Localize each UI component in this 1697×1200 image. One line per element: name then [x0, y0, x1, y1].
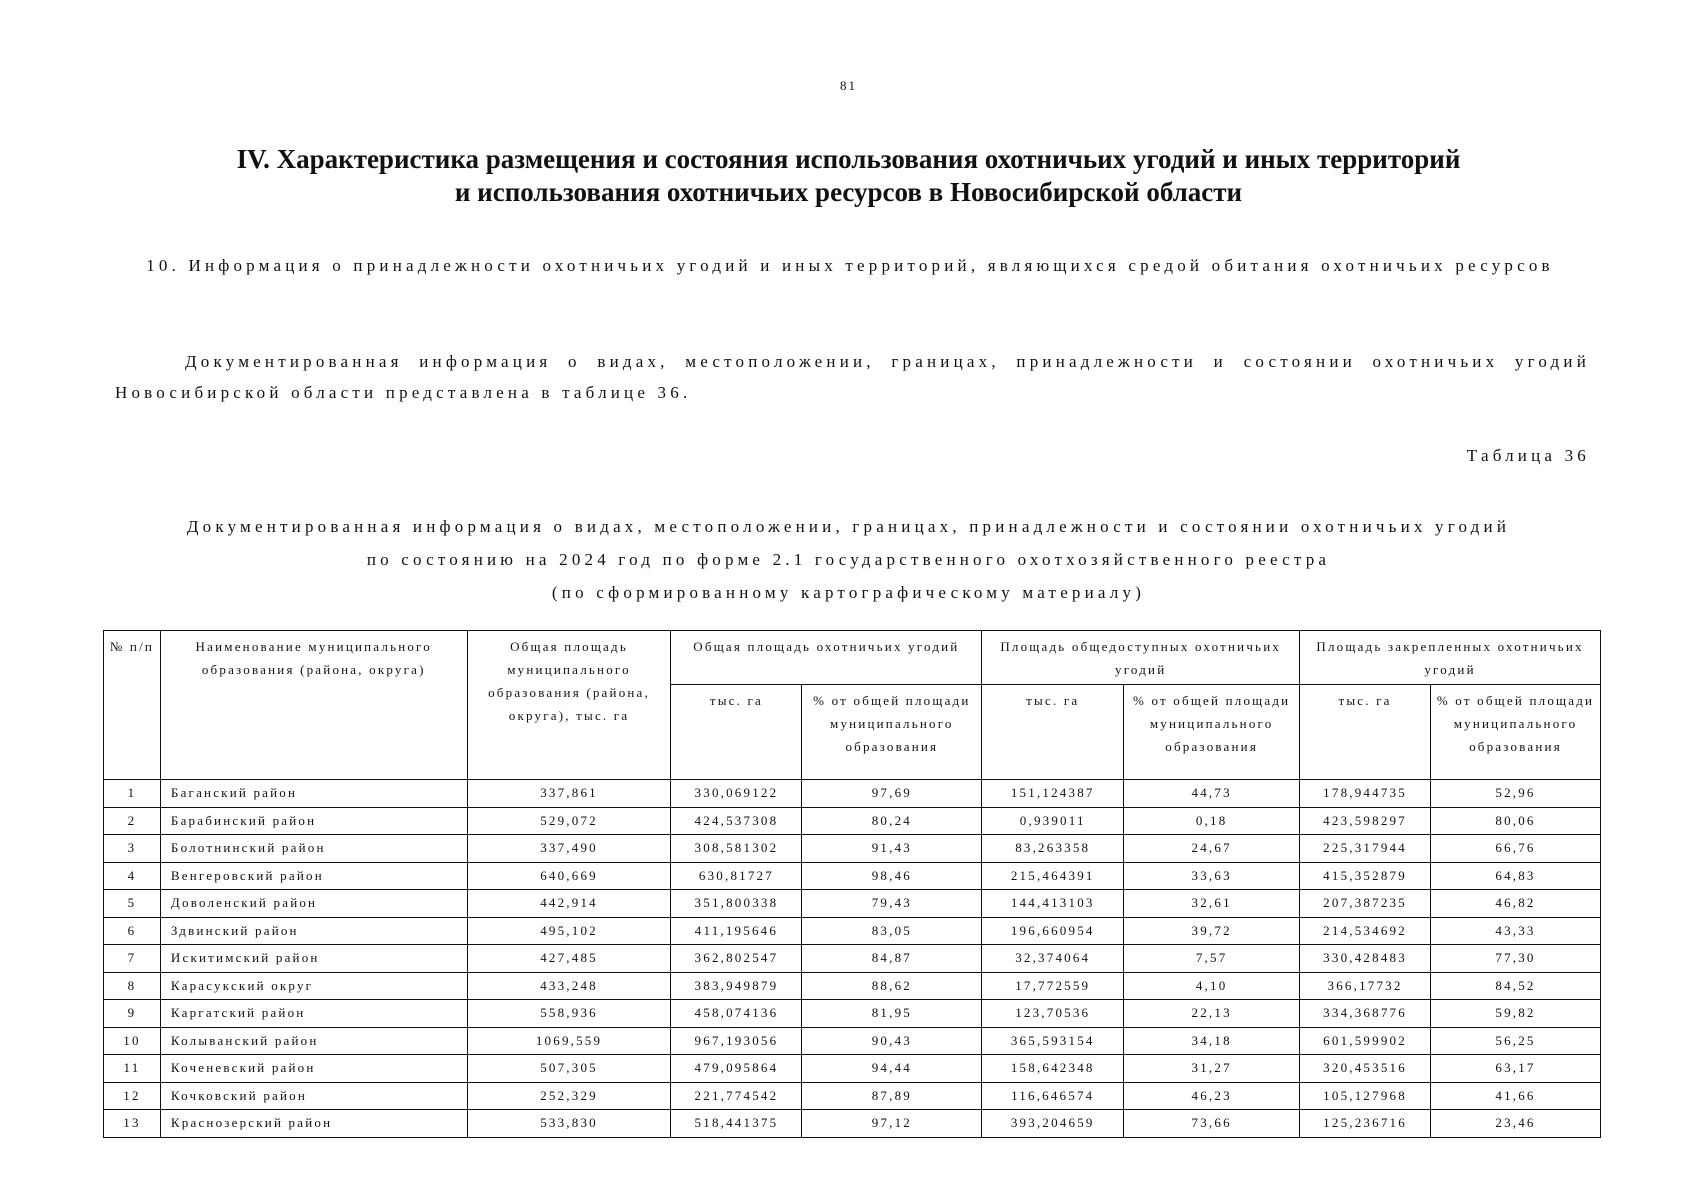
cell-name: Искитимский район — [160, 945, 467, 973]
cell-num: 6 — [104, 917, 161, 945]
cell-name: Каргатский район — [160, 1000, 467, 1028]
cell-public-thousand-ha: 215,464391 — [982, 862, 1124, 890]
page-number: 81 — [840, 78, 857, 93]
cell-assigned-percent: 56,25 — [1431, 1027, 1601, 1055]
cell-public-percent: 7,57 — [1124, 945, 1300, 973]
cell-hunting-thousand-ha: 221,774542 — [671, 1082, 802, 1110]
cell-assigned-thousand-ha: 366,17732 — [1300, 972, 1431, 1000]
table-row — [104, 1110, 1601, 1138]
cell-num: 10 — [104, 1027, 161, 1055]
table-row — [104, 780, 1601, 808]
cell-total-area: 427,485 — [467, 945, 671, 973]
cell-name: Барабинский район — [160, 807, 467, 835]
table-row — [104, 807, 1601, 835]
cell-assigned-percent: 52,96 — [1431, 780, 1601, 808]
cell-total-area: 507,305 — [467, 1055, 671, 1083]
cell-assigned-percent: 77,30 — [1431, 945, 1601, 973]
cell-hunting-percent: 81,95 — [802, 1000, 982, 1028]
cell-hunting-percent: 88,62 — [802, 972, 982, 1000]
cell-public-percent: 22,13 — [1124, 1000, 1300, 1028]
cell-public-thousand-ha: 32,374064 — [982, 945, 1124, 973]
cell-name: Доволенский район — [160, 890, 467, 918]
cell-num: 5 — [104, 890, 161, 918]
cell-hunting-thousand-ha: 383,949879 — [671, 972, 802, 1000]
table-label: Таблица 36 — [1466, 446, 1590, 465]
cell-name: Кочковский район — [160, 1082, 467, 1110]
section-title-line-1: IV. Характеристика размещения и состояния использования охотничьих угодий и иных территорий — [236, 144, 1461, 174]
cell-hunting-thousand-ha: 479,095864 — [671, 1055, 802, 1083]
cell-assigned-thousand-ha: 207,387235 — [1300, 890, 1431, 918]
cell-public-thousand-ha: 196,660954 — [982, 917, 1124, 945]
cell-num: 13 — [104, 1110, 161, 1138]
cell-hunting-thousand-ha: 411,195646 — [671, 917, 802, 945]
cell-hunting-thousand-ha: 330,069122 — [671, 780, 802, 808]
cell-num: 12 — [104, 1082, 161, 1110]
header-name: Наименование муниципального образования (района, округа) — [160, 631, 467, 780]
header-hunting-area: Общая площадь охотничьих угодий — [671, 631, 982, 685]
table-caption-line-2: по состоянию на 2024 год по форме 2.1 государственного охотхозяйственного реестра — [366, 550, 1331, 569]
cell-assigned-thousand-ha: 178,944735 — [1300, 780, 1431, 808]
cell-assigned-thousand-ha: 320,453516 — [1300, 1055, 1431, 1083]
cell-name: Колыванский район — [160, 1027, 467, 1055]
cell-hunting-thousand-ha: 308,581302 — [671, 835, 802, 863]
cell-num: 8 — [104, 972, 161, 1000]
cell-public-percent: 46,23 — [1124, 1082, 1300, 1110]
table-caption — [100, 510, 1597, 609]
cell-public-percent: 73,66 — [1124, 1110, 1300, 1138]
table-row — [104, 1055, 1601, 1083]
cell-num: 3 — [104, 835, 161, 863]
cell-assigned-thousand-ha: 423,598297 — [1300, 807, 1431, 835]
cell-num: 4 — [104, 862, 161, 890]
cell-public-thousand-ha: 116,646574 — [982, 1082, 1124, 1110]
cell-hunting-thousand-ha: 351,800338 — [671, 890, 802, 918]
header-public-area: Площадь общедоступных охотничьих угодий — [982, 631, 1300, 685]
section-title — [100, 143, 1597, 209]
cell-total-area: 558,936 — [467, 1000, 671, 1028]
cell-assigned-percent: 59,82 — [1431, 1000, 1601, 1028]
hunting-grounds-table — [103, 630, 1601, 1138]
cell-total-area: 433,248 — [467, 972, 671, 1000]
cell-assigned-percent: 64,83 — [1431, 862, 1601, 890]
table-row — [104, 917, 1601, 945]
cell-assigned-percent: 66,76 — [1431, 835, 1601, 863]
cell-public-thousand-ha: 365,593154 — [982, 1027, 1124, 1055]
table-row — [104, 1000, 1601, 1028]
cell-assigned-thousand-ha: 601,599902 — [1300, 1027, 1431, 1055]
cell-assigned-thousand-ha: 415,352879 — [1300, 862, 1431, 890]
cell-num: 7 — [104, 945, 161, 973]
cell-name: Краснозерский район — [160, 1110, 467, 1138]
cell-hunting-percent: 97,69 — [802, 780, 982, 808]
cell-total-area: 252,329 — [467, 1082, 671, 1110]
header-public-percent: % от общей площади муниципального образования — [1124, 685, 1300, 780]
cell-total-area: 1069,559 — [467, 1027, 671, 1055]
cell-name: Венгеровский район — [160, 862, 467, 890]
cell-public-percent: 34,18 — [1124, 1027, 1300, 1055]
subsection-title: 10. Информация о принадлежности охотничьих угодий и иных территорий, являющихся средой обитания охотничьих ресурсов — [146, 256, 1554, 275]
cell-total-area: 337,490 — [467, 835, 671, 863]
cell-public-thousand-ha: 151,124387 — [982, 780, 1124, 808]
cell-hunting-percent: 83,05 — [802, 917, 982, 945]
cell-public-percent: 4,10 — [1124, 972, 1300, 1000]
cell-assigned-percent: 63,17 — [1431, 1055, 1601, 1083]
cell-assigned-percent: 84,52 — [1431, 972, 1601, 1000]
cell-public-percent: 32,61 — [1124, 890, 1300, 918]
cell-hunting-thousand-ha: 424,537308 — [671, 807, 802, 835]
cell-hunting-percent: 98,46 — [802, 862, 982, 890]
cell-assigned-thousand-ha: 330,428483 — [1300, 945, 1431, 973]
cell-assigned-percent: 46,82 — [1431, 890, 1601, 918]
cell-name: Карасукский округ — [160, 972, 467, 1000]
table-row — [104, 945, 1601, 973]
table-row — [104, 890, 1601, 918]
header-total-area: Общая площадь муниципального образования (района, округа), тыс. га — [467, 631, 671, 780]
table-row — [104, 835, 1601, 863]
cell-name: Болотнинский район — [160, 835, 467, 863]
header-assigned-thousand-ha: тыс. га — [1300, 685, 1431, 780]
header-hunting-percent: % от общей площади муниципального образования — [802, 685, 982, 780]
cell-num: 11 — [104, 1055, 161, 1083]
cell-hunting-thousand-ha: 630,81727 — [671, 862, 802, 890]
intro-paragraph: Документированная информация о видах, местоположении, границах, принадлежности и состоянии охотничьих угодий Новосибирской области представлена в таблице 36. — [115, 352, 1590, 402]
cell-assigned-percent: 23,46 — [1431, 1110, 1601, 1138]
cell-hunting-thousand-ha: 967,193056 — [671, 1027, 802, 1055]
cell-num: 2 — [104, 807, 161, 835]
cell-total-area: 337,861 — [467, 780, 671, 808]
cell-hunting-percent: 91,43 — [802, 835, 982, 863]
table-row — [104, 1082, 1601, 1110]
cell-assigned-thousand-ha: 225,317944 — [1300, 835, 1431, 863]
cell-num: 1 — [104, 780, 161, 808]
cell-assigned-thousand-ha: 334,368776 — [1300, 1000, 1431, 1028]
header-public-thousand-ha: тыс. га — [982, 685, 1124, 780]
cell-name: Коченевский район — [160, 1055, 467, 1083]
header-num: № п/п — [104, 631, 161, 780]
cell-public-thousand-ha: 0,939011 — [982, 807, 1124, 835]
cell-public-thousand-ha: 158,642348 — [982, 1055, 1124, 1083]
cell-hunting-thousand-ha: 362,802547 — [671, 945, 802, 973]
cell-assigned-thousand-ha: 214,534692 — [1300, 917, 1431, 945]
cell-assigned-percent: 41,66 — [1431, 1082, 1601, 1110]
header-assigned-area: Площадь закрепленных охотничьих угодий — [1300, 631, 1601, 685]
cell-assigned-percent: 80,06 — [1431, 807, 1601, 835]
table-caption-line-3: (по сформированному картографическому материалу) — [551, 583, 1146, 602]
cell-hunting-percent: 90,43 — [802, 1027, 982, 1055]
table-body — [104, 780, 1601, 1138]
cell-public-percent: 0,18 — [1124, 807, 1300, 835]
cell-assigned-thousand-ha: 105,127968 — [1300, 1082, 1431, 1110]
cell-public-thousand-ha: 123,70536 — [982, 1000, 1124, 1028]
table-caption-line-1: Документированная информация о видах, местоположении, границах, принадлежности и состоянии охотничьих угодий — [186, 517, 1511, 536]
cell-public-percent: 31,27 — [1124, 1055, 1300, 1083]
cell-assigned-percent: 43,33 — [1431, 917, 1601, 945]
cell-name: Баганский район — [160, 780, 467, 808]
cell-hunting-thousand-ha: 458,074136 — [671, 1000, 802, 1028]
cell-name: Здвинский район — [160, 917, 467, 945]
cell-total-area: 640,669 — [467, 862, 671, 890]
cell-total-area: 495,102 — [467, 917, 671, 945]
cell-public-thousand-ha: 393,204659 — [982, 1110, 1124, 1138]
table-row — [104, 862, 1601, 890]
cell-public-percent: 44,73 — [1124, 780, 1300, 808]
cell-hunting-percent: 97,12 — [802, 1110, 982, 1138]
cell-hunting-percent: 94,44 — [802, 1055, 982, 1083]
header-assigned-percent: % от общей площади муниципального образования — [1431, 685, 1601, 780]
cell-public-thousand-ha: 144,413103 — [982, 890, 1124, 918]
cell-hunting-percent: 80,24 — [802, 807, 982, 835]
section-title-line-2: и использования охотничьих ресурсов в Новосибирской области — [454, 177, 1243, 207]
cell-assigned-thousand-ha: 125,236716 — [1300, 1110, 1431, 1138]
table-row — [104, 1027, 1601, 1055]
cell-total-area: 442,914 — [467, 890, 671, 918]
cell-public-thousand-ha: 17,772559 — [982, 972, 1124, 1000]
cell-hunting-percent: 87,89 — [802, 1082, 982, 1110]
header-hunting-thousand-ha: тыс. га — [671, 685, 802, 780]
cell-hunting-percent: 79,43 — [802, 890, 982, 918]
cell-total-area: 533,830 — [467, 1110, 671, 1138]
cell-public-percent: 24,67 — [1124, 835, 1300, 863]
table-row — [104, 972, 1601, 1000]
cell-total-area: 529,072 — [467, 807, 671, 835]
cell-num: 9 — [104, 1000, 161, 1028]
cell-public-percent: 33,63 — [1124, 862, 1300, 890]
cell-public-thousand-ha: 83,263358 — [982, 835, 1124, 863]
cell-hunting-percent: 84,87 — [802, 945, 982, 973]
cell-public-percent: 39,72 — [1124, 917, 1300, 945]
cell-hunting-thousand-ha: 518,441375 — [671, 1110, 802, 1138]
